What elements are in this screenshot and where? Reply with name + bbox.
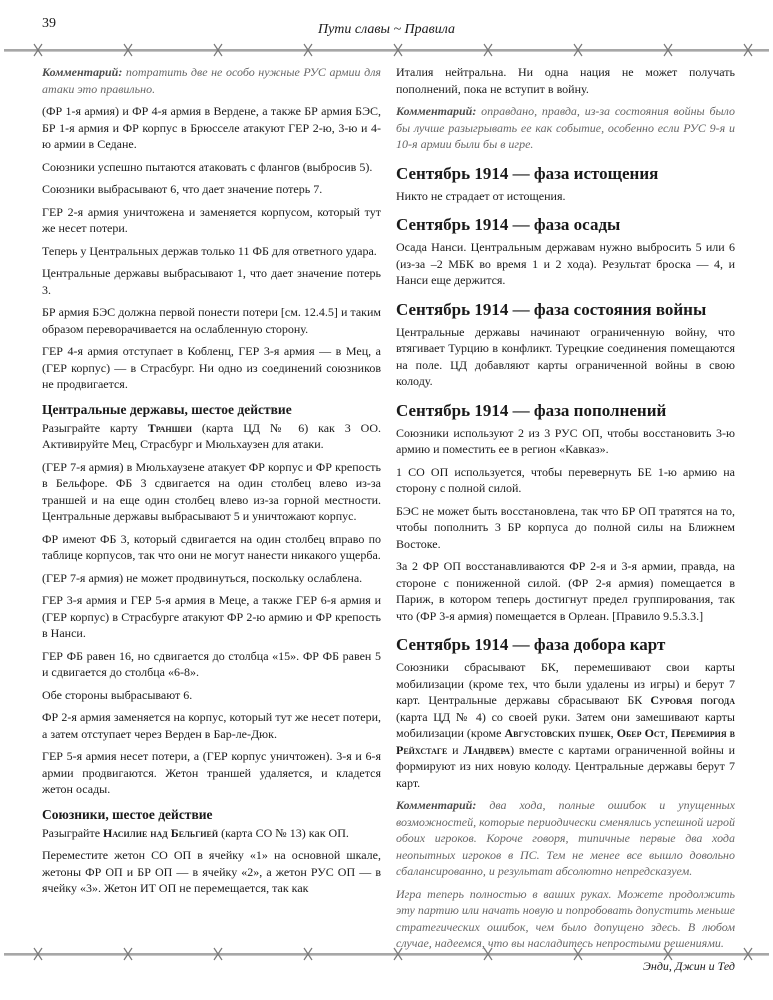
card-name: Обер Ост xyxy=(616,726,666,740)
paragraph: (ФР 1-я армия) и ФР 4-я армия в Вердене, а также БР армия БЭС, БР 1-я армия и ФР корпус в Брюсселе атакуют ГЕР 2-ю, 3-ю и 4-ю армии в Седане. xyxy=(42,104,381,151)
authors-signature: Энди, Джин и Тед xyxy=(643,958,735,973)
comment-label: Комментарий: xyxy=(42,65,123,79)
paragraph: ГЕР 2-я армия уничтожена и заменяется корпусом, который тут же несет потери. xyxy=(42,204,381,235)
paragraph: (ГЕР 7-я армия) в Мюльхаузене атакует ФР корпус и ФР крепость в Бельфоре. ФБ 3 сдвигается на один столбец влево из-за траншей и на еще один столбец влево из-за горной местности. Центральные державы выбрасывают 5 и уничтожают корпус. xyxy=(42,459,381,523)
paragraph: ГЕР 4-я армия отступает в Кобленц, ГЕР 3-я армия — в Мец, а (ГЕР корпус) — в Страсбург. Ни одно из соединений союзников не продвигается. xyxy=(42,344,381,391)
paragraph: Союзники выбрасывают 6, что дает значение потерь 7. xyxy=(42,182,323,196)
paragraph: ГЕР 3-я армия и ГЕР 5-я армия в Меце, а также ГЕР 6-я армия и (ГЕР корпус) в Страсбурге атакуют ФР 2-ю армию и ФР крепость в Нанси. xyxy=(42,593,381,640)
closing-note: Игра теперь полностью в ваших руках. Можете продолжить эту партию или начать новую и попробовать допустить меньше стратегических ошибок, чем было допущено здесь. В любом случае, надеемся, что вы насладитесь непростыми решениями. xyxy=(396,886,735,950)
comment-block xyxy=(42,64,381,97)
section-heading-attrition: Сентябрь 1914 — фаза истощения xyxy=(396,163,659,183)
card-name: Насилие над Бельгией xyxy=(103,825,219,840)
section-heading-siege: Сентябрь 1914 — фаза осады xyxy=(396,215,621,234)
comment-label: Комментарий: xyxy=(396,798,477,812)
paragraph: Обе стороны выбрасывают 6. xyxy=(42,687,193,702)
section-heading-cp-sixth-action: Центральные державы, шестое действие xyxy=(42,401,292,417)
comment-text: два хода, полные ошибок и упущенных возможностей, которые периодически сменялись успешной игрой обоих игроков. Короче говоря, типичные первые два хода неопытных игроков в ПС. Тем не менее все вышло довольно сбалансированно, и результат абсолютно непредсказуем. xyxy=(396,798,735,878)
paragraph: Центральные державы начинают ограниченную войну, что втягивает Турцию в конфликт. Турецкие соединения помещаются на поле. ЦД добавляют карты ограниченной войны в свою колоду. xyxy=(396,324,735,388)
section-heading-ap-sixth-action: Союзники, шестое действие xyxy=(42,806,213,822)
paragraph: За 2 ФР ОП восстанавливаются ФР 2-я и 3-я армии, правда, на стороне с пониженной силой. (ФР 2-я армия) помещается в Париж, в котором теперь достигнут предел группирования, так что (ФР 3-я армия) помещается в Орлеан. [Правило 9.5.3.3.] xyxy=(396,559,735,623)
paragraph: 1 СО ОП используется, чтобы перевернуть БЕ 1-ю армию на сторону с полной силой. xyxy=(396,464,735,495)
paragraph: ГЕР ФБ равен 16, но сдвигается до столбца «15». ФР ФБ равен 5 и сдвигается до столбца «6-8». xyxy=(42,648,381,679)
section-heading-draw-cards: Сентябрь 1914 — фаза добора карт xyxy=(396,635,666,654)
comment-text: оправдано, правда, из-за состояния войны было бы лучше разыгрывать ее как событие, особенно если РУС 9-я и 10-я армии были бы в игре. xyxy=(396,104,735,151)
paragraph: Разыграйте Насилие над Бельгией (карта СО № 13) как ОП. xyxy=(42,825,349,840)
comment-block xyxy=(396,797,735,880)
barbed-wire-divider-bottom xyxy=(0,942,773,966)
paragraph: Союзники успешно пытаются атаковать с флангов (выбросив 5). xyxy=(42,159,373,174)
paragraph: Италия нейтральна. Ни одна нация не может получать пополнений, пока не вступит в войну. xyxy=(396,65,735,96)
comment-label: Комментарий: xyxy=(396,104,477,118)
section-heading-war-status: Сентябрь 1914 — фаза состояния войны xyxy=(396,299,707,319)
card-name: Перемирия в Рейхстаге xyxy=(396,726,736,757)
paragraph: Переместите жетон СО ОП в ячейку «1» на основной шкале, жетоны ФР ОП и БР ОП — в ячейку «2», а жетон РУС ОП — в ячейку «3». Жетон ИТ ОП не перемещается, так как xyxy=(42,848,381,895)
running-title: Пути славы ~ Правила xyxy=(317,22,456,37)
comment-text: потратить две не особо нужные РУС армии для атаки это правильно. xyxy=(42,65,381,96)
paragraph: ФР имеют ФБ 3, который сдвигается на один столбец вправо по таблице корпусов, так что они не могут нанести никакого ущерба. xyxy=(42,531,381,562)
paragraph: Теперь у Центральных держав только 11 ФБ для ответного удара. xyxy=(42,243,377,258)
card-name: Траншеи xyxy=(147,420,192,435)
paragraph: (ГЕР 7-я армия) не может продвинуться, поскольку ослаблена. xyxy=(42,570,363,585)
paragraph: ФР 2-я армия заменяется на корпус, который тут же несет потери, а затем отступает через Верден в Бар-ле-Дюк. xyxy=(42,710,381,741)
section-heading-replacements: Сентябрь 1914 — фаза пополнений xyxy=(396,400,667,420)
paragraph: Никто не страдает от истощения. xyxy=(396,188,566,203)
paragraph: Союзники используют 2 из 3 РУС ОП, чтобы восстановить 3-ю армию и поместить ее в регион «Кавказ». xyxy=(396,425,735,456)
comment-block xyxy=(396,103,735,153)
barbed-wire-divider-top xyxy=(0,38,773,62)
card-name: Суровая погода xyxy=(650,693,735,707)
left-column xyxy=(42,64,381,903)
paragraph: Союзники сбрасывают БК, перемешивают свои карты мобилизации (кроме тех, что были удалены из игры) и берут 7 карт. Центральные державы сбрасывают БК Суровая погода (карта ЦД № 4) со своей руки. Затем они замешивают карты мобилизации (кроме Августовских пушек, Обер Ост, Перемирия в Рейхстаге и Ландвера) вместе с картами ограниченной войны и формируют из них новую колоду. Центральные державы берут 7 карт. xyxy=(396,660,736,790)
right-column xyxy=(396,64,735,974)
card-name: Ландвера xyxy=(463,742,511,757)
paragraph: Центральные державы выбрасывают 1, что дает значение потерь 3. xyxy=(42,266,381,297)
paragraph: ГЕР 5-я армия несет потери, а (ГЕР корпус уничтожен). 3-я и 6-я армии продвигаются. Жетон траншей удаляется, и кладется жетон осады. xyxy=(42,749,381,796)
paragraph: БР армия БЭС должна первой понести потери [см. 12.4.5] и таким образом переворачивается на ослабленную сторону. xyxy=(42,305,381,336)
card-name: Августовских пушек xyxy=(504,726,611,740)
paragraph: Разыграйте карту Траншеи (карта ЦД № 6) как 3 ОО. Активируйте Мец, Страсбург и Мюльхаузен для атаки. xyxy=(42,420,381,451)
paragraph: Осада Нанси. Центральным державам нужно выбросить 5 или 6 (из-за –2 МБК во время 1 и 2 хода). Результат броска — 4, и Нанси еще держится. xyxy=(396,240,735,287)
paragraph: БЭС не может быть восстановлена, так что БР ОП тратятся на то, чтобы пополнить 3 БР корпуса до полной силы на Ближнем Востоке. xyxy=(396,503,735,551)
page-number: 39 xyxy=(42,16,56,31)
